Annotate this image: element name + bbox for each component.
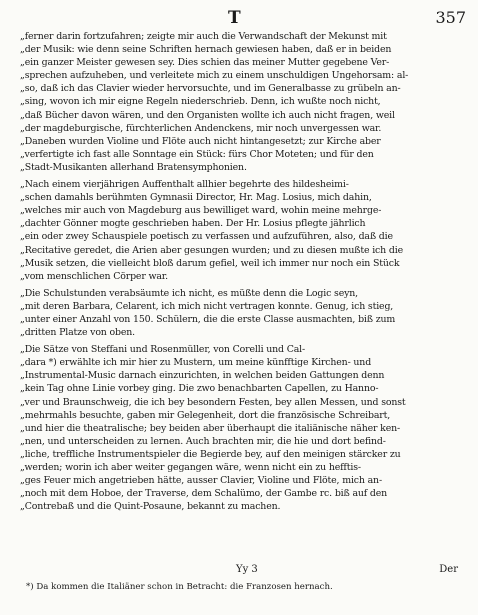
- text-line: „daß Bücher davon wären, und den Organisten wollte ich auch nicht fragen, weil: [20, 109, 395, 121]
- text-line: „ges Feuer mich angetrieben hätte, ausser Clavier, Violine und Flöte, mich an-: [20, 475, 382, 487]
- text-line: „ferner darin fortzufahren; zeigte mir auch die Verwandschaft der Mekunst mit: [20, 31, 387, 42]
- text-line: „verfertigte ich fast alle Sonntage ein Stück: fürs Chor Moteten; und für den: [20, 148, 374, 160]
- body-text: [20, 30, 466, 513]
- header-letter: T: [228, 8, 241, 28]
- text-line: „schen damahls berühmten Gymnasii Director, Hr. Mag. Losius, mich dahin,: [20, 192, 372, 204]
- text-line: „unter einer Anzahl von 150. Schülern, die die erste Classe ausmachten, biß zum: [20, 313, 396, 325]
- text-line: „vom menschlichen Cörper war.: [20, 270, 168, 282]
- text-line: „kein Tag ohne Linie vorbey ging. Die zwo benachbarten Capellen, zu Hanno-: [20, 383, 379, 395]
- text-line: „Nach einem vierjährigen Auffenthalt allhier begehrte des hildesheimi-: [20, 179, 349, 191]
- text-line: „Contrebaß und die Quint-Posaune, bekannt zu machen.: [20, 501, 281, 513]
- text-line: „der Musik: wie denn seine Schriften hernach gewiesen haben, daß er in beiden: [20, 44, 392, 56]
- signature-mark: Yy 3: [236, 564, 258, 575]
- text-line: „Daneben wurden Violine und Flöte auch nicht hintangesetzt; zur Kirche aber: [20, 135, 381, 147]
- text-line: „Recitative geredet, die Arien aber gesungen wurden; und zu diesen mußte ich die: [20, 244, 403, 256]
- footnote: *) Da kommen die Italiäner schon in Betracht: die Franzosen hernach.: [26, 582, 333, 592]
- text-line: „dachter Gönner mogte geschrieben haben. Der Hr. Losius pflegte jährlich: [20, 218, 366, 230]
- page-footer: [0, 564, 478, 578]
- text-line: „Instrumental-Music darnach einzurichten, in welchen beiden Gattungen denn: [20, 370, 385, 382]
- text-line: „dara *) erwählte ich mir hier zu Mustern, um meine künfftige Kirchen- und: [20, 357, 372, 369]
- text-line: „Die Sätze von Steffani und Rosenmüller, von Corelli und Cal-: [20, 344, 306, 356]
- text-line: „Musik setzen, die vielleicht bloß darum gefiel, weil ich immer nur noch ein Stück: [20, 257, 400, 269]
- text-line: „mehrmahls besuchte, gaben mir Gelegenheit, dort die französische Schreibart,: [20, 409, 391, 421]
- text-line: „Die Schulstunden verabsäumte ich nicht, es müßte denn die Logic seyn,: [20, 287, 358, 299]
- text-line: „noch mit dem Hoboe, der Traverse, dem Schalümo, der Gambe rc. biß auf den: [20, 488, 388, 500]
- text-line: „Stadt-Musikanten allerhand Bratensymphonien.: [20, 161, 247, 173]
- text-line: „werden; worin ich aber weiter gegangen wäre, wenn nicht ein zu hefftis-: [20, 462, 361, 473]
- text-line: „und hier die theatralische; bey beiden aber überhaupt die italiänische näher ken-: [20, 422, 401, 434]
- text-line: „ver und Braunschweig, die ich bey besondern Festen, bey allen Messen, und sonst: [20, 396, 406, 408]
- catchword: Der: [439, 564, 458, 575]
- text-line: „ein ganzer Meister gewesen sey. Dies schien das meiner Mutter gegebene Ver-: [20, 57, 390, 69]
- text-line: „so, daß ich das Clavier wieder hervorsuchte, und im Generalbasse zu grübeln an-: [20, 83, 401, 95]
- text-line: „welches mir auch von Magdeburg aus bewilliget ward, wohin meine mehrge-: [20, 205, 382, 217]
- page-number: 357: [435, 8, 466, 27]
- text-line: „nen, und unterscheiden zu lernen. Auch brachten mir, die hie und dort befind-: [20, 435, 386, 447]
- text-line: „liche, treffliche Instrumentspieler die Begierde bey, auf den meinigen stärcker zu: [20, 448, 401, 460]
- text-line: „sing, wovon ich mir eigne Regeln niederschrieb. Denn, ich wußte noch nicht,: [20, 96, 381, 108]
- text-line: „dritten Platze von oben.: [20, 327, 135, 339]
- text-line: „mit deren Barbara, Celarent, ich mich nicht vertragen konnte. Genug, ich stieg,: [20, 300, 394, 312]
- text-line: „sprechen aufzuheben, und verleitete mich zu einem unschuldigen Ungehorsam: al-: [20, 70, 409, 82]
- text-line: „der magdeburgische, fürchterlichen Andenckens, mir noch unvergessen war.: [20, 122, 382, 134]
- running-header: [0, 8, 478, 28]
- text-line: „ein oder zwey Schauspiele poetisch zu verfassen und aufzuführen, also, daß die: [20, 231, 393, 243]
